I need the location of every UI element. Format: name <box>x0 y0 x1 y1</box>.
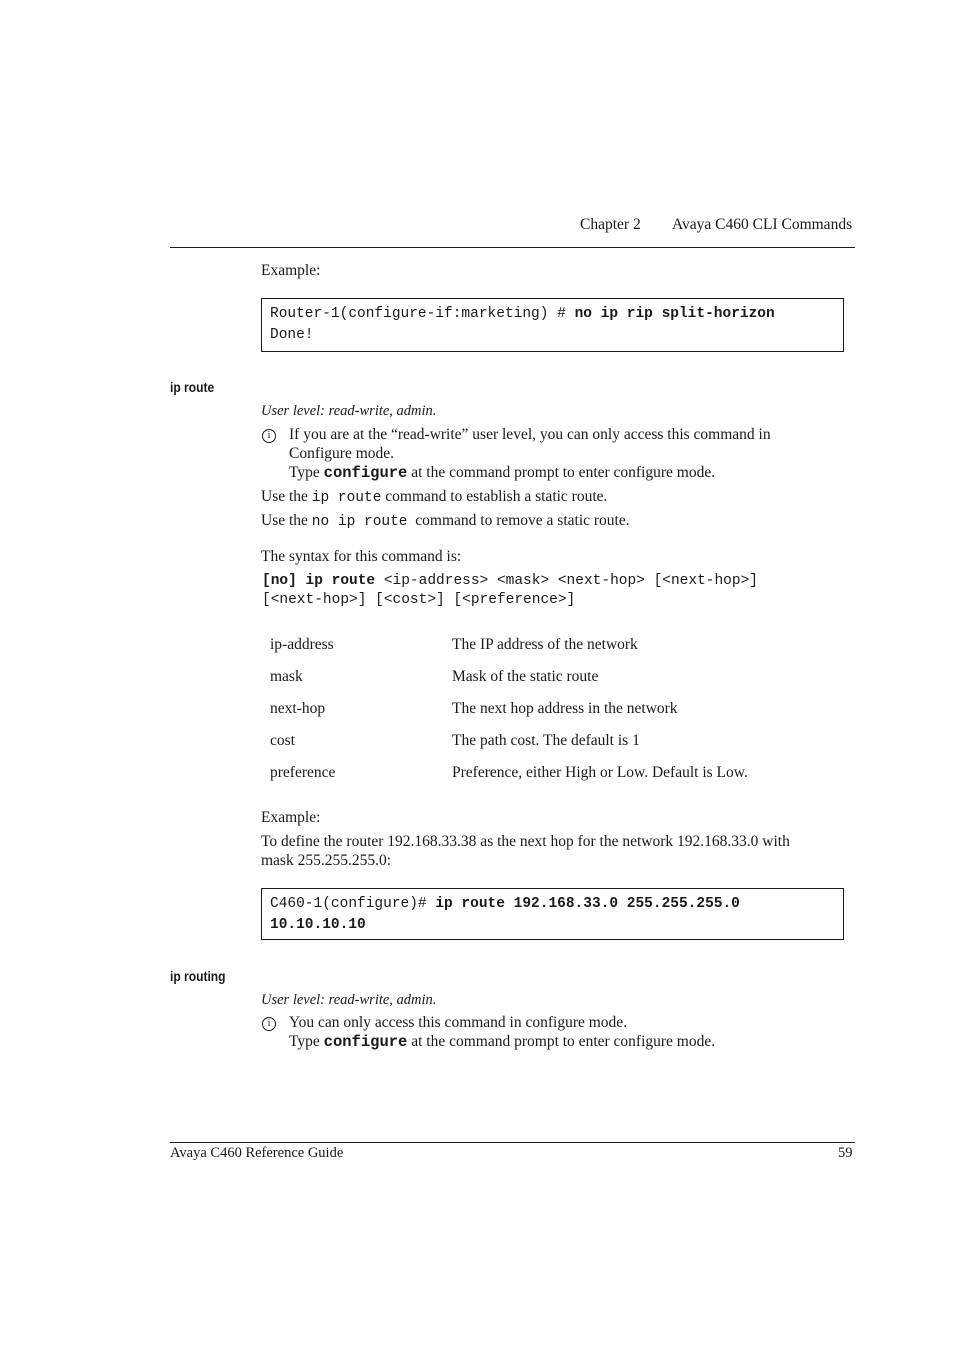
use-line-2 <box>261 512 630 530</box>
note-type-line <box>289 1033 715 1051</box>
syntax-line-1 <box>262 573 758 589</box>
use1-code: ip route <box>311 490 382 506</box>
note-line-1: You can only access this command in configure mode. <box>289 1014 628 1031</box>
header-rule <box>170 247 855 248</box>
user-level: User level: read-write, admin. <box>261 992 437 1008</box>
code-command: no ip rip split-horizon <box>574 306 775 322</box>
footer-guide-title: Avaya C460 Reference Guide <box>170 1145 344 1161</box>
code-block <box>261 298 844 352</box>
info-circle-icon: i <box>262 1017 276 1031</box>
param-desc: Preference, either High or Low. Default is Low. <box>452 764 748 781</box>
note-type-post: at the command prompt to enter configure mode. <box>407 1033 716 1050</box>
note-line-1: If you are at the “read-write” user level, you can only access this command in <box>289 426 771 443</box>
param-desc: Mask of the static route <box>452 668 599 685</box>
example-text-line-1: To define the router 192.168.33.38 as the next hop for the network 192.168.33.0 with <box>261 833 790 850</box>
use2-pre: Use the <box>261 512 312 529</box>
use2-code: no ip route <box>311 514 408 530</box>
note-type-pre: Type <box>289 1033 324 1050</box>
note-type-post: at the command prompt to enter configure mode. <box>407 464 716 481</box>
header-title: Avaya C460 CLI Commands <box>672 216 853 233</box>
syntax-line-2: [<next-hop>] [<cost>] [<preference>] <box>262 592 576 608</box>
code-prompt: Router-1(configure-if:marketing) # <box>270 306 575 322</box>
param-desc: The path cost. The default is 1 <box>452 732 640 749</box>
param-term: ip-address <box>270 636 334 653</box>
footer-rule <box>170 1142 855 1143</box>
param-term: next-hop <box>270 700 326 717</box>
syntax-rest: <ip-address> <mask> <next-hop> [<next-hop>] <box>375 573 758 589</box>
syntax-label: The syntax for this command is: <box>261 548 462 565</box>
code-block <box>261 888 844 940</box>
note-type-pre: Type <box>289 464 324 481</box>
example-text-line-2: mask 255.255.255.0: <box>261 852 392 869</box>
code-command-cont: 10.10.10.10 <box>270 917 366 933</box>
section-heading-ip-route: ip route <box>170 379 215 395</box>
use2-post: command to remove a static route. <box>407 512 630 529</box>
header-chapter: Chapter 2 <box>580 216 641 233</box>
syntax-bold: [no] ip route <box>262 573 376 589</box>
note-type-cmd: configure <box>323 1033 408 1051</box>
param-term: cost <box>270 732 295 749</box>
example-label: Example: <box>261 262 321 279</box>
use-line-1 <box>261 488 607 506</box>
code-prompt: C460-1(configure)# <box>270 896 436 912</box>
info-circle-icon: i <box>262 429 276 443</box>
section-heading-ip-routing: ip routing <box>170 968 226 984</box>
use1-pre: Use the <box>261 488 312 505</box>
example-label: Example: <box>261 809 321 826</box>
param-term: preference <box>270 764 336 781</box>
note-line-2: Configure mode. <box>289 445 395 462</box>
note-type-line <box>289 464 715 482</box>
param-desc: The next hop address in the network <box>452 700 678 717</box>
use1-post: command to establish a static route. <box>381 488 608 505</box>
note-type-cmd: configure <box>323 464 408 482</box>
code-command: ip route 192.168.33.0 255.255.255.0 <box>435 896 740 912</box>
code-output: Done! <box>270 327 314 343</box>
param-term: mask <box>270 668 303 685</box>
user-level: User level: read-write, admin. <box>261 403 437 419</box>
page-number: 59 <box>838 1145 853 1161</box>
param-desc: The IP address of the network <box>452 636 638 653</box>
